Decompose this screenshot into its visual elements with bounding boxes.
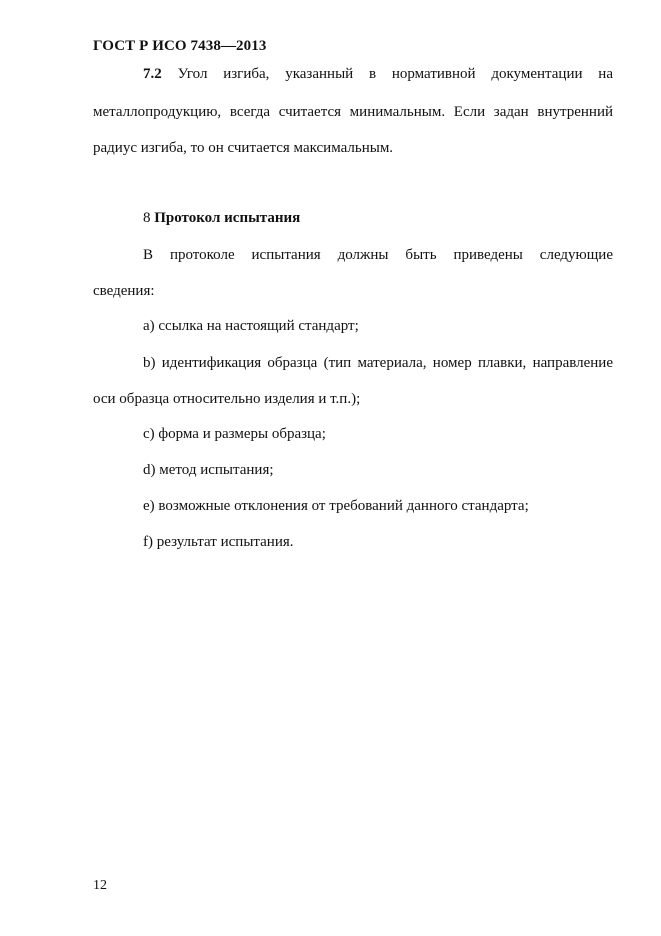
section-8-heading	[143, 210, 300, 227]
list-item-a: a) ссылка на настоящий стандарт;	[143, 318, 359, 334]
section-8-number: 8	[143, 210, 151, 226]
section-8-intro-line-1: В протоколе испытания должны быть приведены следующие	[143, 247, 613, 263]
section-7-2-line-3: радиус изгиба, то он считается максимальным.	[93, 140, 394, 156]
list-item-e: e) возможные отклонения от требований данного стандарта;	[143, 498, 529, 514]
list-item-c: c) форма и размеры образца;	[143, 426, 326, 442]
section-8-intro-line-2: сведения:	[93, 283, 155, 299]
section-number: 7.2	[143, 66, 162, 82]
section-8-title: Протокол испытания	[154, 210, 301, 226]
section-7-2-line-2: металлопродукцию, всегда считается минимальным. Если задан внутренний	[93, 104, 613, 120]
list-item-d: d) метод испытания;	[143, 462, 274, 478]
list-item-b-line-2: оси образца относительно изделия и т.п.);	[93, 391, 361, 407]
section-7-2-text-1: Угол изгиба, указанный в нормативной документации на	[177, 66, 613, 82]
section-7-2-line-1	[93, 56, 613, 92]
document-header: ГОСТ Р ИСО 7438—2013	[93, 38, 267, 54]
page-number: 12	[93, 878, 107, 893]
list-item-f: f) результат испытания.	[143, 534, 294, 550]
list-item-b-line-1: b) идентификация образца (тип материала, номер плавки, направление	[143, 355, 613, 371]
